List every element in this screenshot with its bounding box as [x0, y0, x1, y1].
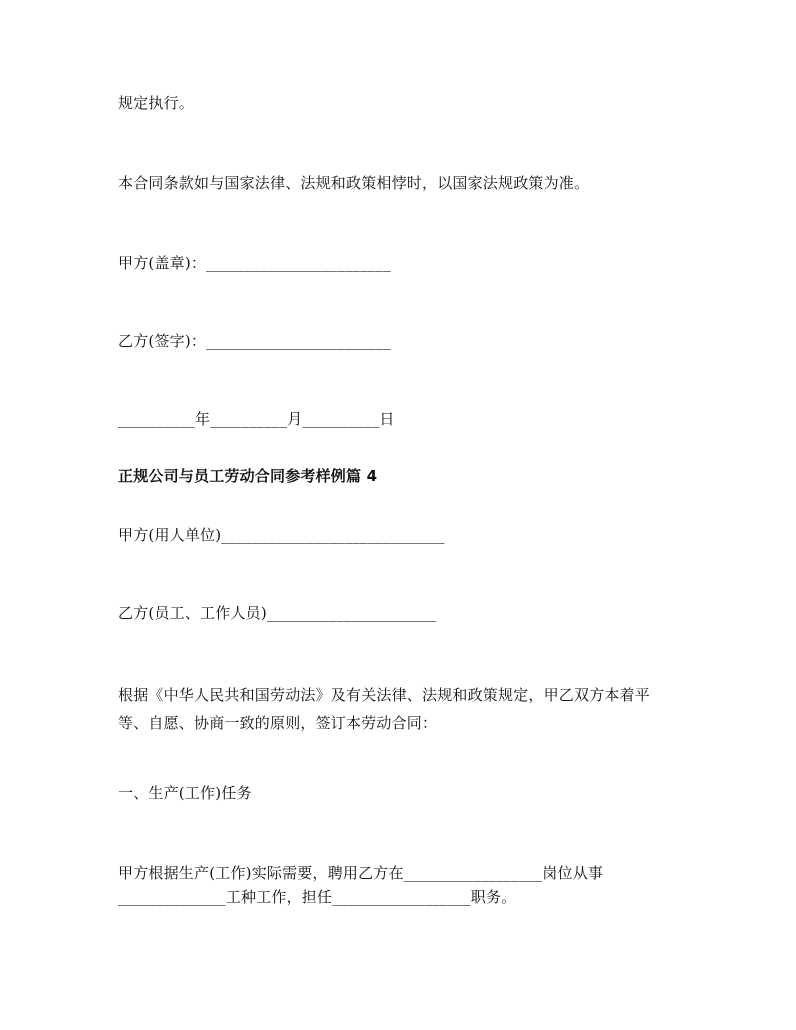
date-line: __________年__________月__________日: [118, 410, 395, 428]
party-b-employee-line: 乙方(员工、工作人员)______________________: [118, 604, 437, 622]
paragraph-line: ______________工种工作，担任__________________职务。: [118, 888, 517, 906]
clause-heading: 一、生产(工作)任务: [118, 784, 252, 802]
party-b-sign-line: 乙方(签字)：________________________: [118, 332, 391, 350]
paragraph-line: 等、自愿、协商一致的原则，签订本劳动合同：: [118, 714, 438, 732]
party-a-seal-line: 甲方(盖章)：________________________: [118, 254, 391, 272]
section-heading: 正规公司与员工劳动合同参考样例篇 4: [118, 467, 378, 485]
text-line: 本合同条款如与国家法律、法规和政策相悖时，以国家法规政策为准。: [118, 174, 590, 192]
text-line: 规定执行。: [118, 94, 195, 112]
paragraph-line: 根据《中华人民共和国劳动法》及有关法律、法规和政策规定，甲乙双方本着平: [118, 686, 651, 704]
paragraph-line: 甲方根据生产(工作)实际需要，聘用乙方在__________________岗位从事: [118, 864, 604, 882]
party-a-employer-line: 甲方(用人单位)_____________________________: [118, 526, 445, 544]
